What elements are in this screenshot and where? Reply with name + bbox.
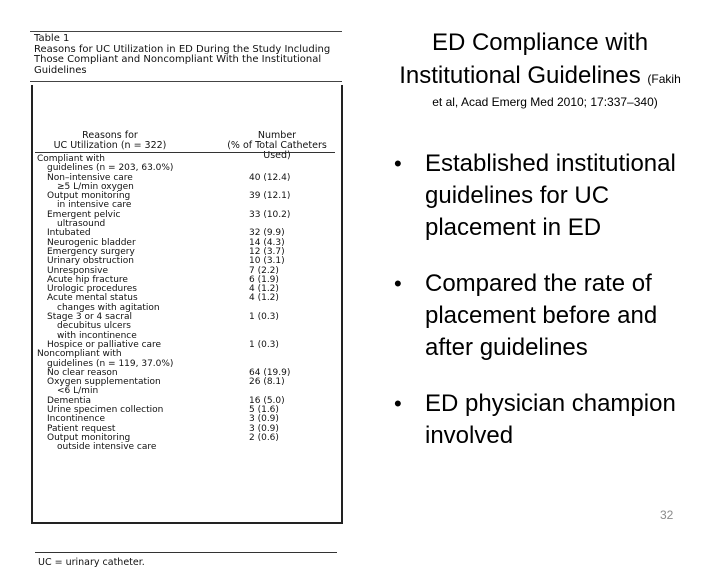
row-label: in intensive care: [57, 200, 132, 211]
row-value: 1 (0.3): [249, 312, 279, 323]
header-rule: [35, 152, 335, 153]
citation: et al, Acad Emerg Med 2010; 17:337–340): [432, 95, 658, 109]
slide-title: [380, 26, 700, 96]
row-label: Patient request: [47, 423, 116, 434]
table-caption-line: Guidelines: [34, 64, 87, 76]
table-caption-line: Those Compliant and Noncompliant With the Institutional: [34, 54, 322, 65]
row-label: Output monitoring: [47, 432, 131, 443]
column-header-line: UC Utilization (n = 322): [53, 140, 167, 151]
table-caption-rule: [30, 81, 342, 82]
row-label: Compliant with: [37, 154, 105, 164]
row-value: 3 (0.9): [249, 414, 279, 425]
row-label: Acute hip fracture: [47, 274, 128, 285]
slide-title-line: ED Compliance with: [431, 29, 649, 56]
row-label: changes with agitation: [57, 302, 160, 313]
row-value: 6 (1.9): [249, 274, 279, 285]
bullet-text: ED physician champion involved: [425, 390, 676, 449]
row-value: 5 (1.6): [249, 405, 279, 416]
row-label: Incontinence: [47, 414, 105, 425]
row-label: with incontinence: [57, 330, 137, 341]
row-label: Oxygen supplementation: [47, 377, 161, 388]
row-label: <6 L/min: [57, 386, 99, 397]
bullet-icon: •: [394, 271, 402, 296]
table-caption: [34, 34, 330, 76]
slide-title-line: [380, 59, 700, 96]
row-label: Urinary obstruction: [47, 256, 134, 267]
row-label: Urine specimen collection: [47, 405, 164, 416]
bullet-icon: •: [394, 151, 402, 176]
row-value: 16 (5.0): [249, 395, 285, 406]
row-value: 26 (8.1): [249, 377, 285, 388]
row-value: 7 (2.2): [249, 265, 279, 276]
row-label: Emergent pelvic: [47, 209, 121, 220]
slide-number: 32: [660, 508, 674, 522]
bullet-text: Established institutional guidelines for UC placement in ED: [425, 150, 676, 241]
row-label: Neurogenic bladder: [47, 237, 136, 248]
bullet-item: [392, 148, 692, 244]
table-figure: [30, 31, 342, 568]
column-header-line: (% of Total Catheters Used): [227, 140, 327, 161]
row-label: No clear reason: [47, 367, 118, 378]
bullet-icon: •: [394, 391, 402, 416]
row-value: 12 (3.7): [249, 246, 285, 257]
row-label: ≥5 L/min oxygen: [57, 181, 134, 192]
bullet-list: [392, 148, 692, 476]
row-value: 4 (1.2): [249, 284, 279, 295]
row-label: Acute mental status: [47, 293, 138, 304]
row-value: 33 (10.2): [249, 209, 291, 220]
row-value: 4 (1.2): [249, 293, 279, 304]
row-label: Hospice or palliative care: [47, 339, 162, 350]
row-value: 2 (0.6): [249, 432, 279, 443]
row-label: Unresponsive: [47, 265, 108, 276]
table-box: [31, 85, 343, 568]
row-label: ultrasound: [57, 219, 106, 230]
table-row: [37, 443, 341, 452]
row-value: 3 (0.9): [249, 423, 279, 434]
column-header-reasons: [35, 131, 185, 151]
footnote-rule: [35, 552, 337, 553]
table-top-rule: [30, 31, 342, 32]
row-value: 10 (3.1): [249, 256, 285, 267]
row-value: 39 (12.1): [249, 191, 291, 202]
row-label: Noncompliant with: [37, 349, 122, 360]
row-value: 64 (19.9): [249, 367, 291, 378]
slide-title-text: Institutional Guidelines: [399, 62, 641, 89]
table-footnote: UC = urinary catheter.: [38, 557, 145, 568]
row-value: 14 (4.3): [249, 237, 285, 248]
column-header-line: Reasons for: [82, 130, 138, 141]
table-rows: [37, 155, 341, 453]
bullet-item: [392, 388, 692, 452]
row-label: decubitus ulcers: [57, 321, 131, 332]
row-label: guidelines (n = 203, 63.0%): [47, 163, 174, 174]
row-label: Urologic procedures: [47, 284, 137, 295]
table-label: Table 1: [34, 33, 70, 44]
row-label: Intubated: [47, 228, 91, 239]
table-caption-line: Reasons for UC Utilization in ED During the Study Including: [34, 43, 331, 55]
column-header-line: Number: [257, 130, 297, 141]
row-value: 32 (9.9): [249, 228, 285, 239]
row-label: Dementia: [47, 395, 92, 406]
row-label: guidelines (n = 119, 37.0%): [47, 358, 174, 369]
row-label: outside intensive care: [57, 442, 157, 453]
row-value: 1 (0.3): [249, 339, 279, 350]
row-label: Non–intensive care: [47, 172, 133, 183]
row-value: 40 (12.4): [249, 172, 291, 183]
row-label: Stage 3 or 4 sacral: [47, 312, 132, 323]
row-label: Emergency surgery: [47, 246, 135, 257]
row-label: Output monitoring: [47, 191, 131, 202]
bullet-item: [392, 268, 692, 364]
citation-start: (Fakih: [647, 72, 681, 86]
bullet-text: Compared the rate of placement before and after guidelines: [425, 270, 658, 361]
